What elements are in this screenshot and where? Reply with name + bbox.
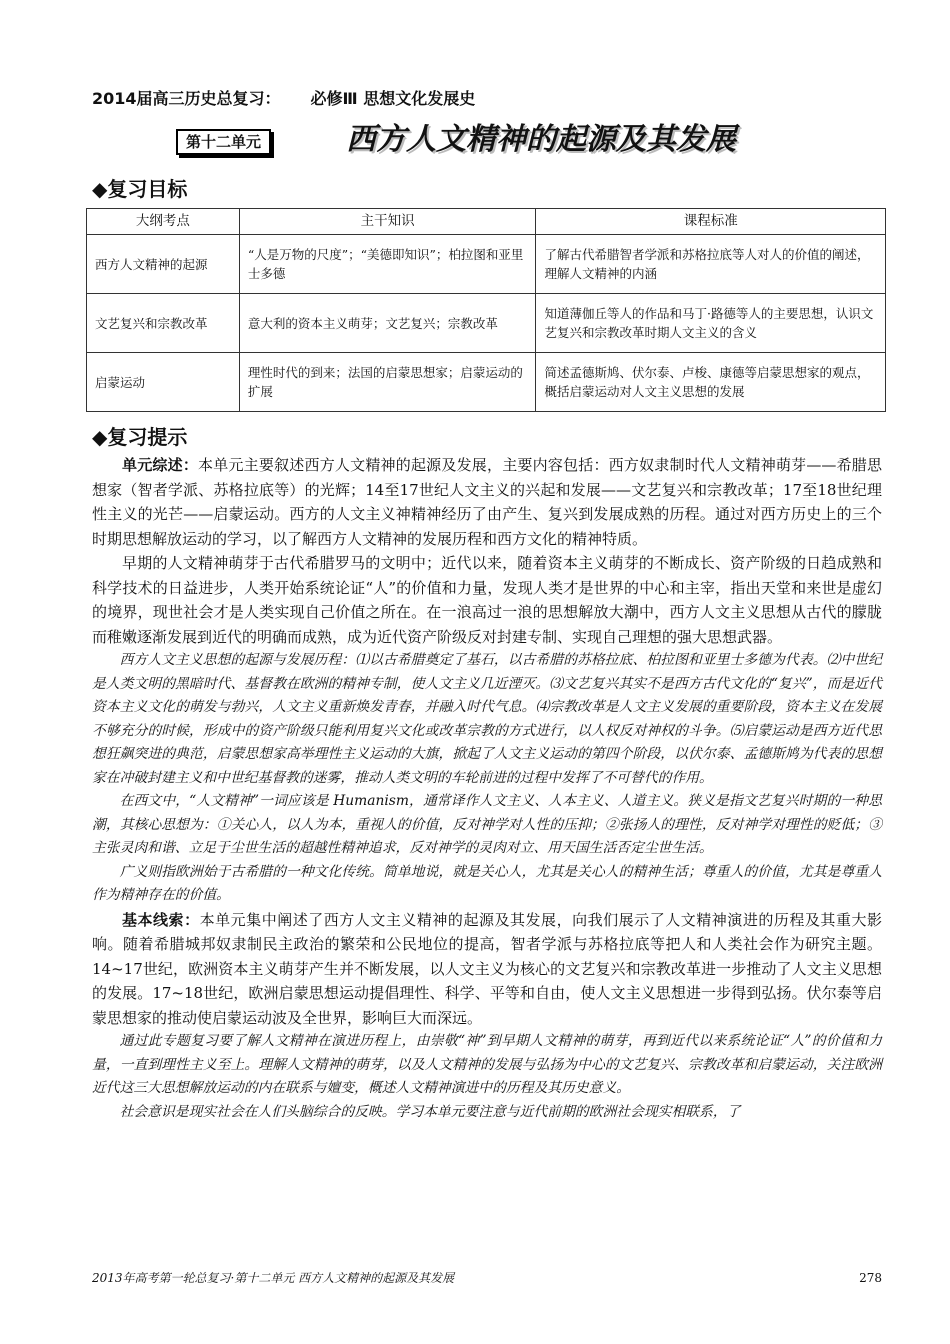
unit-title: 西方人文精神的起源及其发展 — [346, 122, 736, 157]
paragraph: 社会意识是现实社会在人们头脑综合的反映。学习本单元要注意与近代前期的欧洲社会现实相联系，了 — [119, 1103, 741, 1120]
table-header-row — [87, 209, 886, 235]
section-title-tips: ◆复习提示 — [92, 425, 188, 449]
table-cell: 启蒙运动 — [87, 353, 240, 412]
table-cell: 文艺复兴和宗教改革 — [87, 294, 240, 353]
paragraph: 西方人文主义思想的起源与发展历程：⑴以古希腊奠定了基石，以古希腊的苏格拉底、柏拉图和亚里士多德为代表。⑵中世纪是人类文明的黑暗时代、基督教在欧洲的精神专制，使人文主义几近湮灭。⑶文艺复兴其实不是西方古代文化的“复兴”，而是近代资本主义文化的萌发与勃兴，人文主义重新焕发青春，并融入时代气息。⑷宗教改革是人文主义发展的重要阶段，资本主义在发展不够充分的时候，形成中的资产阶级只能利用复兴文化或改革宗教的方式进行，以人权反对神权的斗争。⑸启蒙运动是西方近代思想狂飙突进的典范，启蒙思想家高举理性主义运动的大旗，掀起了人文主义运动的第四个阶段，以伏尔泰、孟德斯鸠为代表的思想家在冲破封建主义和中世纪基督教的迷雾，推动人类文明的车轮前进的过程中发挥了不可替代的作用。 — [92, 652, 882, 786]
paragraph-summary — [92, 453, 882, 551]
table-cell: 简述孟德斯鸠、伏尔泰、卢梭、康德等启蒙思想家的观点，概括启蒙运动对人文主义思想的发展 — [536, 353, 886, 412]
paragraph: 在西文中，“人文精神”一词应该是 Humanism，通常译作人文主义、人本主义、人道主义。狭义是指文艺复兴时期的一种思潮，其核心思想为：①关心人，以人为本，重视人的价值，反对神学对人性的压抑；②张扬人的理性，反对神学对理性的贬低；③主张灵肉和谐、立足于尘世生活的超越性精神追求，反对神学的灵肉对立、用天国生活否定尘世生活。 — [92, 793, 882, 856]
summary-label: 单元综述： — [122, 456, 199, 474]
column-header: 主干知识 — [239, 209, 536, 235]
table-row — [87, 294, 886, 353]
table-row — [87, 235, 886, 294]
clues-label: 基本线索： — [122, 910, 200, 929]
table-cell: 意大利的资本主义萌芽；文艺复兴；宗教改革 — [239, 294, 536, 353]
doc-header — [92, 86, 475, 109]
paragraph: 通过此专题复习要了解人文精神在演进历程上，由崇敬“神”到早期人文精神的萌芽，再到近代以来系统论证“人”的价值和力量，一直到理性主义至上。理解人文精神的萌芽，以及人文精神的发展与弘扬为中心的文艺复兴、宗教改革和启蒙运动，关注欧洲近代这三大思想解放运动的内在联系与嬗变，概述人文精神演进中的历程及其历史意义。 — [92, 1033, 882, 1096]
table-row — [87, 353, 886, 412]
footer-text: 2013年高考第一轮总复习·第十二单元 西方人文精神的起源及其发展 — [92, 1271, 455, 1285]
paragraph-clues — [92, 908, 882, 1031]
unit-label: 第十二单元 — [176, 129, 271, 155]
page-number: 278 — [859, 1271, 882, 1285]
column-header: 课程标准 — [536, 209, 886, 235]
header-module: 必修Ⅲ 思想文化发展史 — [310, 89, 476, 108]
table-cell: “人是万物的尺度”；“美德即知识”；柏拉图和亚里士多德 — [239, 235, 536, 294]
section-title-goals: ◆复习目标 — [92, 177, 188, 201]
table-cell: 知道薄伽丘等人的作品和马丁·路德等人的主要思想，认识文艺复兴和宗教改革时期人文主义的含义 — [536, 294, 886, 353]
paragraph: 早期的人文精神萌芽于古代希腊罗马的文明中；近代以来，随着资本主义萌芽的不断成长、资产阶级的日趋成熟和科学技术的日益进步，人类开始系统论证“人”的价值和力量，发现人类才是世界的中心和主宰，指出天堂和来世是虚幻的境界，现世社会才是人类实现自己价值之所在。在一浪高过一浪的思想解放大潮中，西方人文主义思想从古代的朦胧而稚嫩逐渐发展到近代的明确而成熟，成为近代资产阶级反对封建专制、实现自己理想的强大思想武器。 — [92, 554, 882, 646]
paragraph: 广义则指欧洲始于古希腊的一种文化传统。简单地说，就是关心人，尤其是关心人的精神生活；尊重人的价值，尤其是尊重人作为精神存在的价值。 — [92, 863, 882, 903]
table-cell: 理性时代的到来；法国的启蒙思想家；启蒙运动的扩展 — [239, 353, 536, 412]
header-course: 2014届高三历史总复习： — [92, 89, 281, 108]
body-content — [92, 453, 882, 1124]
table-cell: 西方人文精神的起源 — [87, 235, 240, 294]
unit-heading — [176, 121, 876, 161]
clues-text: 本单元集中阐述了西方人文主义精神的起源及其发展，向我们展示了人文精神演进的历程及其重大影响。随着希腊城邦奴隶制民主政治的繁荣和公民地位的提高，智者学派与苏格拉底等把人和人类社会作为研究主题。14~17世纪，欧洲资本主义萌芽产生并不断发展，以人文主义为核心的文艺复兴和宗教改革进一步推动了人文主义思想的发展。17~18世纪，欧洲启蒙思想运动提倡理性、科学、平等和自由，使人文主义思想进一步得到弘扬。伏尔泰等启蒙思想家的推动使启蒙运动波及全世界，影响巨大而深远。 — [92, 910, 882, 1027]
page-footer — [92, 1270, 882, 1286]
table-cell: 了解古代希腊智者学派和苏格拉底等人对人的价值的阐述，理解人文精神的内涵 — [536, 235, 886, 294]
goals-table — [86, 208, 886, 412]
summary-text: 本单元主要叙述西方人文精神的起源及发展，主要内容包括：西方奴隶制时代人文精神萌芽——希腊思想家（智者学派、苏格拉底等）的光辉；14至17世纪人文主义的兴起和发展——文艺复兴和宗教改革；17至18世纪理性主义的光芒——启蒙运动。西方的人文主义神精神经历了由产生、复兴到发展成熟的历程。通过对西方历史上的三个时期思想解放运动的学习，以了解西方人文精神的发展历程和西方文化的精神特质。 — [92, 456, 882, 548]
column-header: 大纲考点 — [87, 209, 240, 235]
